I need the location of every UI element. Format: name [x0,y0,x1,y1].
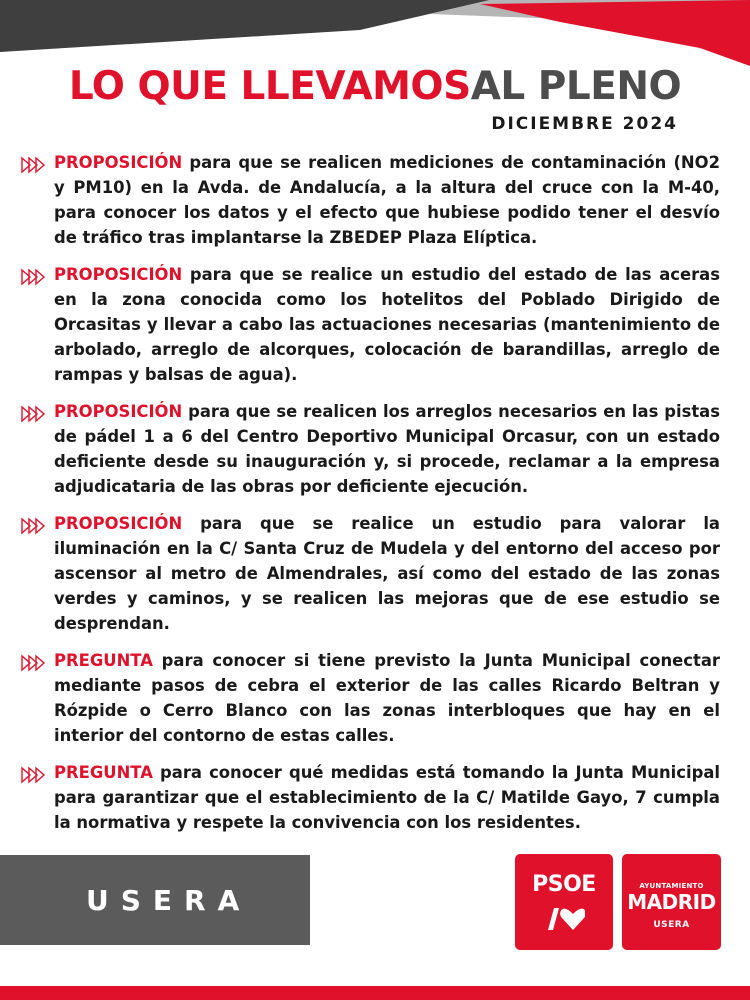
item-keyword: PREGUNTA [54,763,153,782]
madrid-logo [622,854,721,950]
date-label: DICIEMBRE 2024 [491,114,678,134]
item-keyword: PREGUNTA [54,651,153,670]
madrid-logo-main: MADRID [627,890,716,914]
triple-chevron-icon [20,405,48,423]
list-item [20,399,720,499]
district-label: USERA [86,884,252,917]
list-item [20,150,720,250]
title-red-part: LO QUE LLEVAMOS [68,64,471,109]
item-text [54,511,720,636]
item-text [54,648,720,748]
item-keyword: PROPOSICIÓN [54,265,183,284]
item-text [54,760,720,835]
triple-chevron-icon [20,517,48,535]
item-body: para que se realicen los arreglos necesarios en las pistas de pádel 1 a 6 del Centro Deportivo Municipal Orcasur, con un estado deficiente desde su inauguración y, si procede, reclamar a la empresa adjudicataria de las obras por deficiente ejecución. [54,402,720,496]
psoe-logo-text: PSOE [532,872,596,897]
list-item [20,648,720,748]
triple-chevron-icon [20,766,48,784]
list-item [20,262,720,387]
bottom-bar [0,986,750,1000]
item-keyword: PROPOSICIÓN [54,402,183,421]
item-text [54,399,720,499]
item-body: para conocer qué medidas está tomando la Junta Municipal para garantizar que el establecimiento de la C/ Matilde Gayo, 7 cumpla la normativa y respete la convivencia con los residentes. [54,763,720,832]
item-body: para conocer si tiene previsto la Junta Municipal conectar mediante pasos de cebra el exterior de las calles Ricardo Beltran y Rózpide o Cerro Blanco con las zonas interbloques que hay en el interior del contorno de estas calles. [54,651,720,745]
motion-list [20,150,720,847]
list-item [20,511,720,636]
madrid-logo-district: USERA [653,920,690,930]
item-keyword: PROPOSICIÓN [54,514,183,533]
item-body: para que se realicen mediciones de contaminación (NO2 y PM10) en la Avda. de Andalucía, a la altura del cruce con la M-40, para conocer los datos y el efecto que hubiese podido tener el desvío de tráfico tras implantarse la ZBEDEP Plaza Elíptica. [54,153,720,247]
madrid-logo-sub: AYUNTAMIENTO [639,882,704,890]
item-text [54,262,720,387]
item-body: para que se realice un estudio del estado de las aceras en la zona conocida como los hotelitos del Poblado Dirigido de Orcasitas y llevar a cabo las actuaciones necesarias (mantenimiento de arbolado, arreglo de alcorques, colocación de barandillas, arreglo de rampas y balsas de agua). [54,265,720,384]
page-title [0,64,750,109]
item-text [54,150,720,250]
title-gray-part: AL PLENO [470,64,682,109]
header-decoration [0,0,750,70]
item-keyword: PROPOSICIÓN [54,153,183,172]
item-body: para que se realice un estudio para valorar la iluminación en la C/ Santa Cruz de Mudela y del entorno del acceso por ascensor al metro de Almendrales, así como del estado de las zonas verdes y caminos, y se realicen las mejoras que de ese estudio se desprendan. [54,514,720,633]
triple-chevron-icon [20,654,48,672]
triple-chevron-icon [20,268,48,286]
list-item [20,760,720,835]
psoe-heart-icon [545,904,585,932]
psoe-logo [515,854,613,950]
triple-chevron-icon [20,156,48,174]
